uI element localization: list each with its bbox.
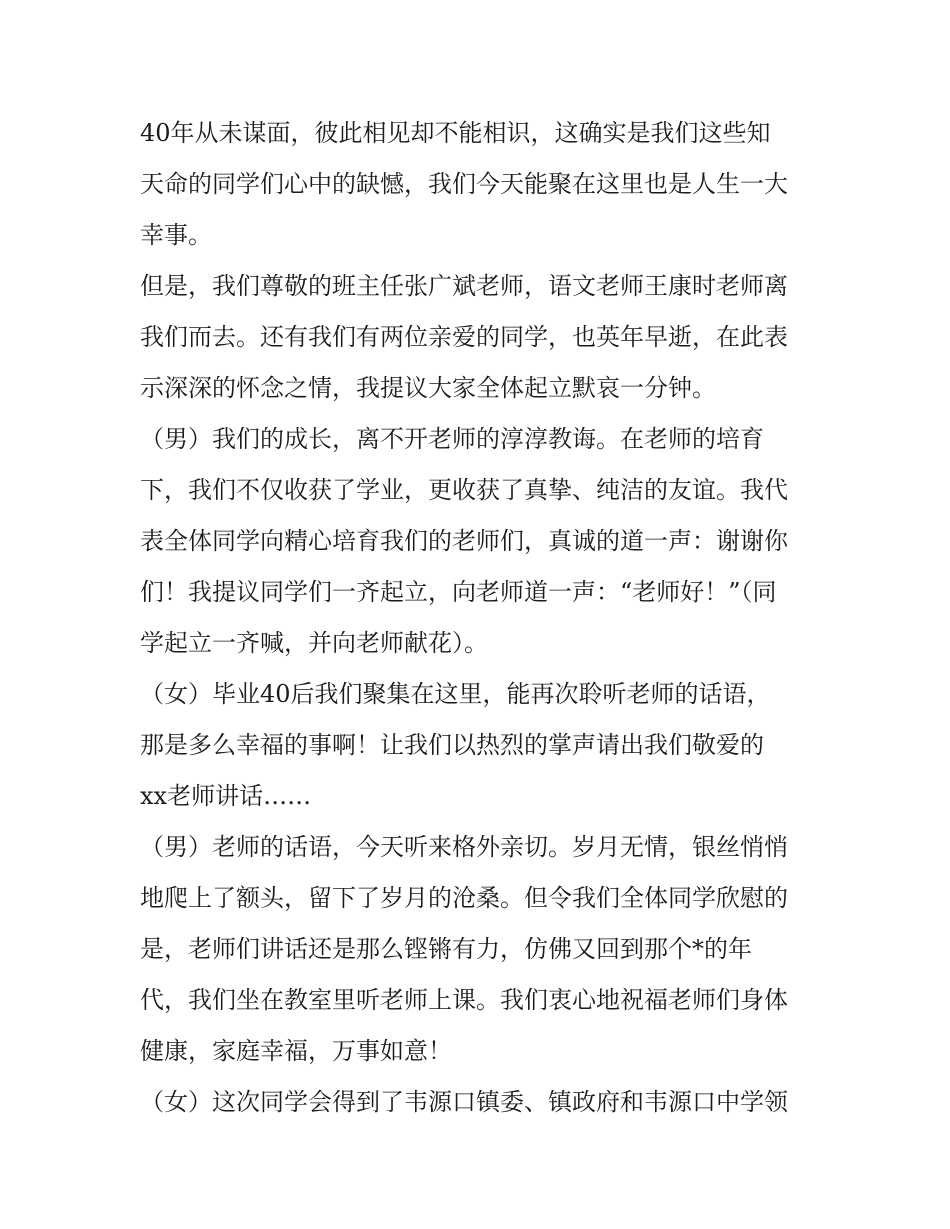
text-line: 地爬上了额头，留下了岁月的沧桑。但令我们全体同学欣慰的: [140, 884, 788, 912]
text-line: 我们而去。还有我们有两位亲爱的同学，也英年早逝，在此表: [140, 323, 788, 351]
text-line: xx老师讲话……: [140, 782, 312, 810]
text-line: （女）毕业40后我们聚集在这里，能再次聆听老师的话语，: [140, 680, 771, 708]
text-line: （女）这次同学会得到了韦源口镇委、镇政府和韦源口中学领: [140, 1088, 788, 1116]
text-line: 天命的同学们心中的缺憾，我们今天能聚在这里也是人生一大: [140, 170, 788, 198]
text-line: 们！我提议同学们一齐起立，向老师道一声：“老师好！”（同: [140, 578, 777, 606]
text-line: 那是多么幸福的事啊！让我们以热烈的掌声请出我们敬爱的: [140, 731, 764, 759]
text-line: 但是，我们尊敬的班主任张广斌老师，语文老师王康时老师离: [140, 272, 788, 300]
text-line: （男）老师的话语，今天听来格外亲切。岁月无情，银丝悄悄: [140, 833, 788, 861]
text-line: 学起立一齐喊，并向老师献花）。: [140, 629, 488, 657]
text-line: 健康，家庭幸福，万事如意！: [140, 1037, 452, 1065]
text-line: 下，我们不仅收获了学业，更收获了真挚、纯洁的友谊。我代: [140, 476, 788, 504]
text-line: 表全体同学向精心培育我们的老师们，真诚的道一声：谢谢你: [140, 527, 788, 555]
body-text: [140, 108, 820, 1128]
text-line: 代，我们坐在教室里听老师上课。我们衷心地祝福老师们身体: [140, 986, 788, 1014]
text-line: 是，老师们讲话还是那么铿锵有力，仿佛又回到那个*的年: [140, 935, 752, 963]
text-line: 40年从未谋面，彼此相见却不能相识，这确实是我们这些知: [140, 119, 771, 147]
text-line: （男）我们的成长，离不开老师的淳淳教诲。在老师的培育: [140, 425, 764, 453]
text-line: 幸事。: [140, 221, 212, 249]
text-line: 示深深的怀念之情，我提议大家全体起立默哀一分钟。: [140, 374, 716, 402]
